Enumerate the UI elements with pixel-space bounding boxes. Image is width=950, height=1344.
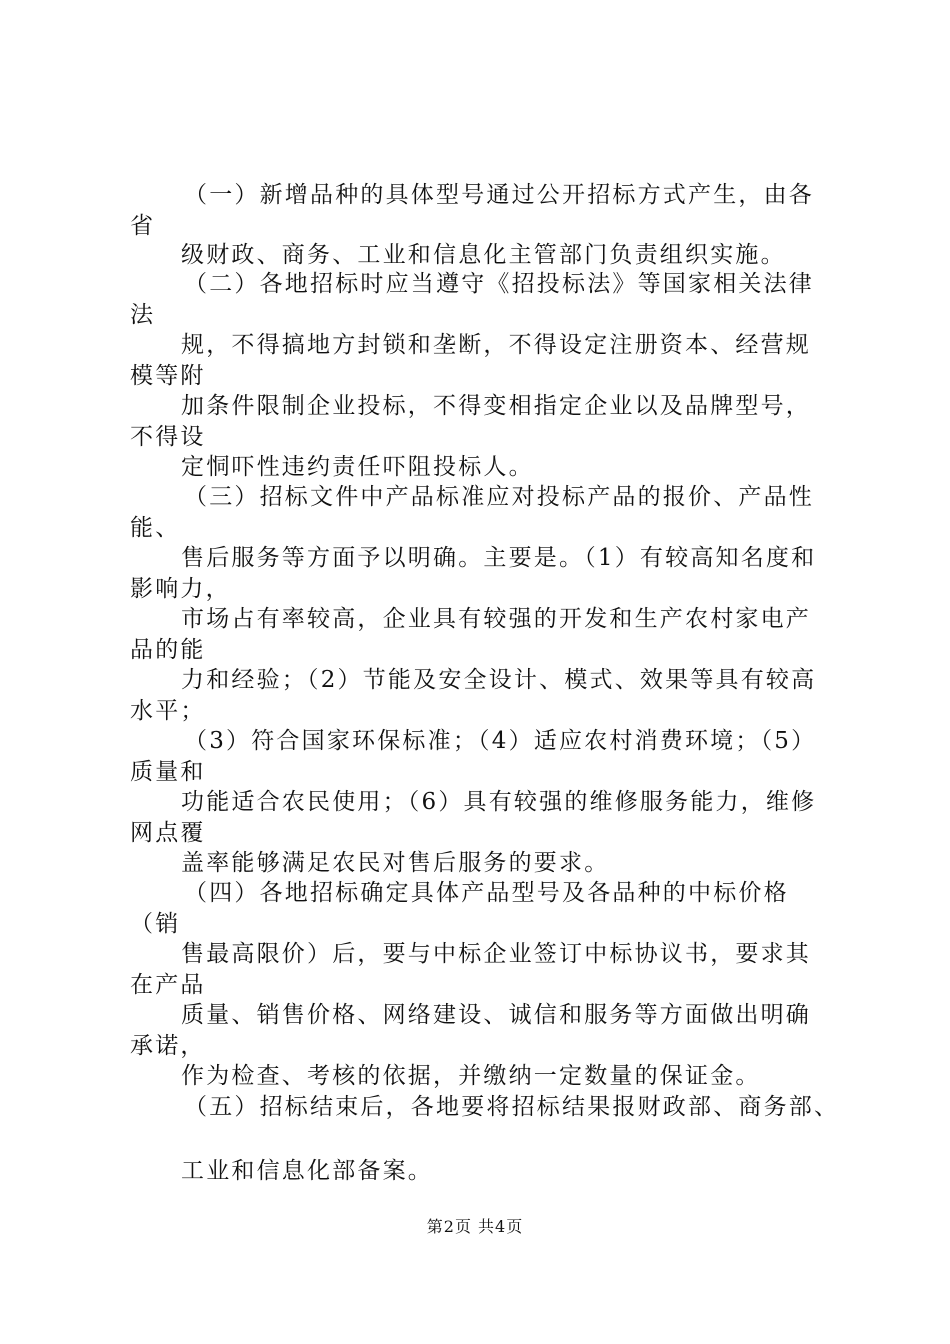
- text-line: 在产品: [130, 972, 206, 998]
- text-line: 承诺，: [130, 1033, 206, 1059]
- text-line: 功能适合农民使用；（6）具有较强的维修服务能力，维修: [181, 789, 817, 815]
- text-line: 盖率能够满足农民对售后服务的要求。: [181, 850, 610, 876]
- text-line: 加条件限制企业投标，不得变相指定企业以及品牌型号，: [181, 393, 811, 419]
- page-number-footer: 第2页 共4页: [426, 1217, 524, 1236]
- text-line: 规，不得搞地方封锁和垄断，不得设定注册资本、经营规: [181, 332, 811, 358]
- text-line: 售后服务等方面予以明确。主要是。（1）有较高知名度和: [181, 545, 817, 571]
- text-line: 工业和信息化部备案。: [181, 1158, 433, 1184]
- text-line: （四）各地招标确定具体产品型号及各品种的中标价格: [184, 880, 789, 906]
- text-line: 市场占有率较高，企业具有较强的开发和生产农村家电产: [181, 606, 811, 632]
- text-line: 不得设: [130, 424, 206, 450]
- text-line: 模等附: [130, 363, 206, 389]
- text-line: 质量、销售价格、网络建设、诚信和服务等方面做出明确: [181, 1002, 811, 1028]
- text-line: 质量和: [130, 759, 206, 785]
- text-line: 力和经验；（2）节能及安全设计、模式、效果等具有较高: [181, 667, 817, 693]
- text-line: （一）新增品种的具体型号通过公开招标方式产生，由各: [184, 182, 814, 208]
- text-line: 级财政、商务、工业和信息化主管部门负责组织实施。: [181, 242, 786, 268]
- text-line: 水平；: [130, 698, 206, 724]
- text-line: （五）招标结束后，各地要将招标结果报财政部、商务部、: [184, 1094, 840, 1120]
- text-line: 能、: [130, 515, 181, 541]
- text-line: 法: [130, 302, 156, 328]
- text-line: 作为检查、考核的依据，并缴纳一定数量的保证金。: [181, 1063, 761, 1089]
- text-line: 省: [130, 213, 156, 239]
- text-line: （二）各地招标时应当遵守《招投标法》等国家相关法律: [184, 271, 814, 297]
- text-line: 影响力，: [130, 576, 231, 602]
- text-line: 网点覆: [130, 820, 206, 846]
- text-line: 售最高限价）后，要与中标企业签订中标协议书，要求其: [181, 941, 811, 967]
- text-line: （三）招标文件中产品标准应对投标产品的报价、产品性: [184, 484, 814, 510]
- text-line: 定恫吓性违约责任吓阻投标人。: [181, 454, 534, 480]
- text-line: （销: [130, 911, 181, 937]
- text-line: 品的能: [130, 637, 206, 663]
- text-line: （3）符合国家环保标准；（4）适应农村消费环境；（5）: [184, 728, 817, 754]
